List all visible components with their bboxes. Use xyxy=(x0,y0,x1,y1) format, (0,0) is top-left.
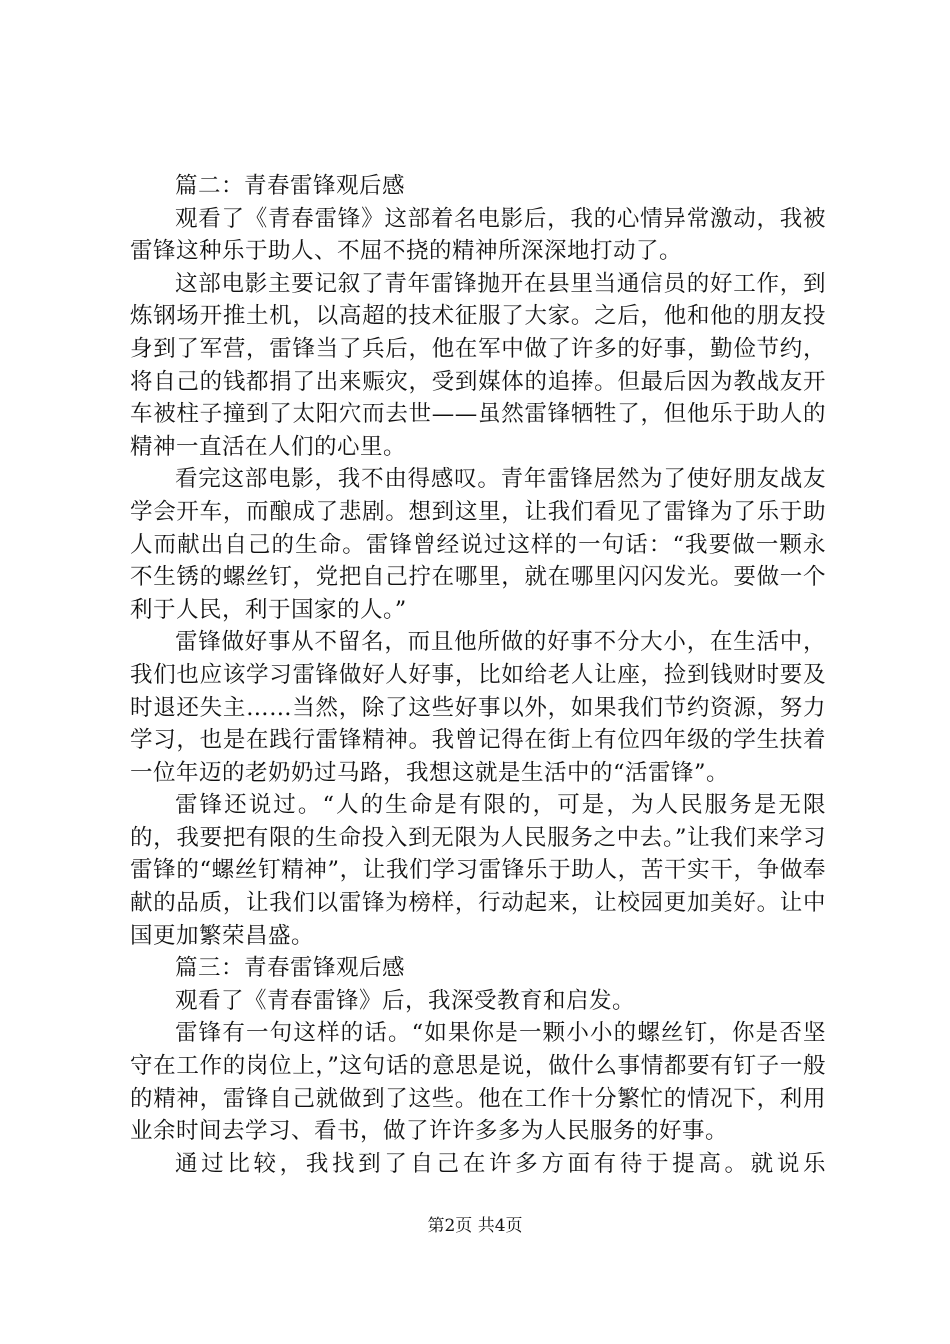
paragraph: 雷锋还说过。“人的生命是有限的，可是，为人民服务是无限的，我要把有限的生命投入到无限为人民服务之中去。”让我们来学习雷锋的“螺丝钉精神”，让我们学习雷锋乐于助人，苦干实干，争做奉献的品质，让我们以雷锋为榜样，行动起来，让校园更加美好。让中国更加繁荣昌盛。 xyxy=(130,792,826,949)
section-heading: 篇三：青春雷锋观后感 xyxy=(175,955,406,982)
paragraph: 雷锋有一句这样的话。“如果你是一颗小小的螺丝钉，你是否坚守在工作的岗位上，”这句话的意思是说，做什么事情都要有钉子一般的精神，雷锋自己就做到了这些。他在工作十分繁忙的情况下，利用业余时间去学习、看书，做了许许多多为人民服务的好事。 xyxy=(130,1020,826,1145)
paragraph: 雷锋做好事从不留名，而且他所做的好事不分大小，在生活中，我们也应该学习雷锋做好人好事，比如给老人让座，捡到钱财时要及时退还失主……当然，除了这些好事以外，如果我们节约资源，努力学习，也是在践行雷锋精神。我曾记得在街上有位四年级的学生扶着一位年迈的老奶奶过马路，我想这就是生活中的“活雷锋”。 xyxy=(130,629,826,786)
paragraph: 通过比较，我找到了自己在许多方面有待于提高。就说乐 xyxy=(175,1150,826,1177)
document-body xyxy=(130,170,826,1180)
paragraph: 这部电影主要记叙了青年雷锋抛开在县里当通信员的好工作，到炼钢场开推土机，以高超的技术征服了大家。之后，他和他的朋友投身到了军营，雷锋当了兵后，他在军中做了许多的好事，勤俭节约，将自己的钱都捐了出来赈灾，受到媒体的追捧。但最后因为教战友开车被柱子撞到了太阳穴而去世——虽然雷锋牺牲了，但他乐于助人的精神一直活在人们的心里。 xyxy=(130,270,826,460)
paragraph: 看完这部电影，我不由得感叹。青年雷锋居然为了使好朋友战友学会开车，而酿成了悲剧。想到这里，让我们看见了雷锋为了乐于助人而献出自己的生命。雷锋曾经说过这样的一句话：“我要做一颗永不生锈的螺丝钉，党把自己拧在哪里，就在哪里闪闪发光。要做一个利于人民，利于国家的人。” xyxy=(130,466,826,623)
paragraph: 观看了《青春雷锋》这部着名电影后，我的心情异常激动，我被雷锋这种乐于助人、不屈不挠的精神所深深地打动了。 xyxy=(130,205,826,265)
paragraph: 观看了《青春雷锋》后，我深受教育和启发。 xyxy=(175,987,636,1014)
page-footer: 第2页 共4页 xyxy=(427,1216,523,1236)
section-heading: 篇二：青春雷锋观后感 xyxy=(175,173,406,199)
